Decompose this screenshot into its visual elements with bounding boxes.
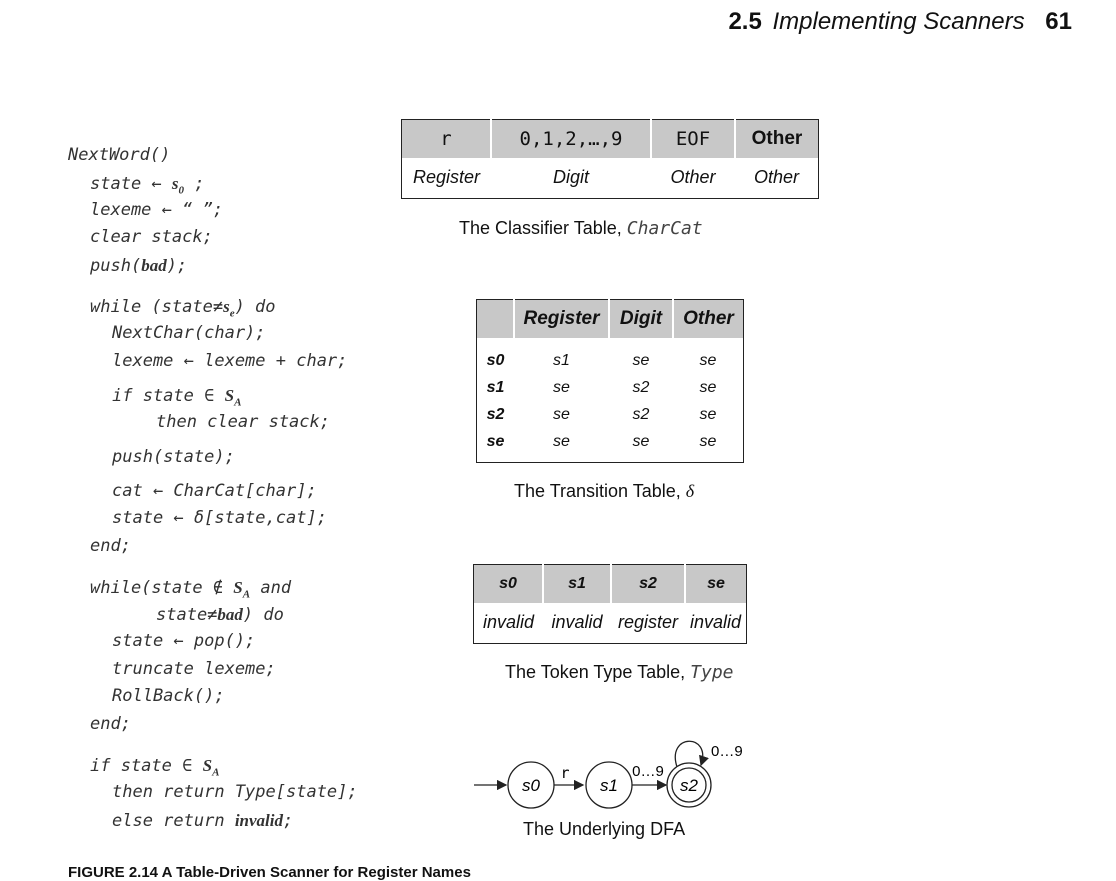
code-line: while(state ∉ $S_A$ and	[90, 578, 292, 601]
transition-cell: se	[699, 352, 717, 369]
token-type-cell: invalid	[482, 612, 535, 633]
transition-header: Other	[673, 300, 744, 338]
code-line: if state ∈ $S_A$	[90, 756, 220, 779]
transition-cell: se	[553, 406, 570, 423]
running-header	[728, 8, 1072, 36]
transition-header: Digit	[609, 300, 673, 338]
code-line: state ← δ[state,cat];	[112, 508, 327, 528]
token-type-header: se	[685, 565, 747, 603]
token-type-cell: invalid	[551, 612, 603, 633]
classifier-table	[401, 119, 819, 199]
token-type-caption: The Token Type Table, Type	[505, 662, 734, 683]
token-type-header: s1	[543, 565, 611, 603]
token-type-table	[473, 564, 747, 644]
edge-digits-label: 0…9	[632, 763, 664, 780]
code-line: state≠bad) do	[156, 605, 284, 625]
transition-header	[477, 300, 515, 338]
transition-header: Register	[514, 300, 609, 338]
classifier-cell: Digit	[552, 167, 589, 188]
transition-cell: se	[632, 433, 650, 450]
transition-cell: se	[699, 406, 717, 423]
code-line: end;	[90, 714, 131, 734]
code-line: else return invalid;	[112, 811, 294, 831]
token-type-cell: register	[617, 612, 679, 633]
token-type-header: s2	[611, 565, 685, 603]
transition-cell: s1	[553, 352, 570, 369]
transition-state: se	[486, 433, 505, 450]
code-line: then return Type[state];	[112, 782, 358, 802]
section-number: 2.5	[728, 8, 762, 35]
classifier-caption: The Classifier Table, CharCat	[459, 218, 703, 239]
code-line: cat ← CharCat[char];	[112, 481, 317, 501]
transition-cell: se	[553, 379, 570, 396]
code-line: NextChar(char);	[112, 323, 266, 343]
transition-state: s2	[486, 406, 505, 423]
code-line: push(bad);	[90, 256, 188, 276]
transition-state: s0	[486, 352, 505, 369]
classifier-cell: Register	[412, 167, 481, 188]
code-line: lexeme ← lexeme + char;	[112, 351, 348, 371]
transition-state: s1	[486, 379, 505, 396]
code-line: if state ∈ $S_A$	[112, 386, 242, 409]
loop-label: 0…9	[711, 743, 743, 760]
code-line: NextWord()	[68, 145, 171, 165]
classifier-cell: Other	[753, 167, 800, 188]
code-line: push(state);	[112, 447, 235, 467]
code-line: end;	[90, 536, 131, 556]
transition-cell: s2	[632, 406, 650, 423]
transition-cell: se	[699, 379, 717, 396]
section-title: Implementing Scanners	[772, 8, 1025, 35]
code-line: while $(state\ne s_e)$ do	[90, 297, 276, 320]
code-line: state ← pop();	[112, 631, 256, 651]
code-line: state ← $s_0$ ;	[90, 174, 205, 197]
state-s2-label: s2	[680, 776, 698, 795]
page-number: 61	[1045, 8, 1072, 35]
code-line: lexeme ← “ ”;	[90, 200, 224, 220]
classifier-header: r	[402, 120, 492, 158]
classifier-header: 0,1,2,…,9	[491, 120, 651, 158]
transition-cell: se	[553, 433, 570, 450]
token-type-header: s0	[474, 565, 544, 603]
transition-caption: The Transition Table, δ	[514, 481, 695, 501]
dfa-caption: The Underlying DFA	[523, 819, 686, 839]
transition-cell: s2	[632, 379, 650, 396]
edge-r-label: r	[560, 764, 570, 782]
code-line: truncate lexeme;	[112, 659, 276, 679]
code-line: then clear stack;	[156, 412, 330, 432]
code-line: clear stack;	[90, 227, 213, 247]
dfa-diagram	[470, 725, 760, 815]
state-s1-label: s1	[600, 776, 618, 795]
classifier-header: Other	[735, 120, 819, 158]
transition-table	[476, 299, 744, 463]
transition-cell: se	[699, 433, 717, 450]
state-s0-label: s0	[522, 776, 540, 795]
transition-cell: se	[632, 352, 650, 369]
figure-caption: FIGURE 2.14 A Table-Driven Scanner for Register Names	[68, 864, 471, 881]
code-line: RollBack();	[112, 686, 225, 706]
classifier-cell: Other	[670, 167, 716, 188]
token-type-cell: invalid	[689, 612, 742, 633]
classifier-header: EOF	[651, 120, 735, 158]
